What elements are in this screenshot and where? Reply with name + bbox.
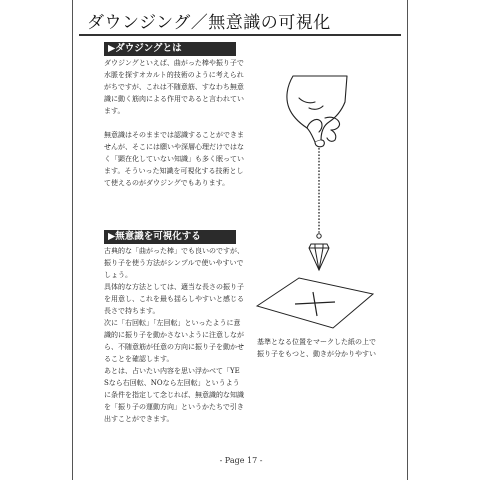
page-title: ダウンジング／無意識の可視化 bbox=[87, 13, 331, 33]
paragraph: 古典的な「曲がった棒」でも良いのですが、振り子を使う方法がシンプルで使いやすいでしょう。 bbox=[104, 247, 244, 279]
paragraph: 次に「右回転」「左回転」といったように意識的に振り子を動かさないように注意しながら、不随意筋が任意の方向に振り子を動かせることを確認します。 bbox=[104, 319, 244, 363]
paragraph: ダウジングといえば、曲がった棒や振り子で水脈を探すオカルト的技術のように考えられがちですが、これは不随意筋、すなわち無意識に動く筋肉による作用であると言われています。 bbox=[104, 59, 244, 115]
marked-paper-icon bbox=[257, 278, 373, 328]
section-header-visualize: ▶無意識を可視化する bbox=[104, 230, 236, 244]
illustration-caption bbox=[257, 336, 397, 360]
section-header-dowsing: ▶ダウジングとは bbox=[104, 42, 236, 56]
paragraph: 具体的な方法としては、適当な長さの振り子を用意し、これを最も揺らしやすいと感じる長さで持ちます。 bbox=[104, 283, 244, 315]
hand-icon bbox=[287, 76, 347, 147]
title-divider bbox=[79, 34, 401, 36]
page-number: - Page 17 - bbox=[219, 456, 263, 465]
pendulum-weight-icon bbox=[309, 234, 329, 270]
paragraph: あとは、占いたい内容を思い浮かべて「YESなら右回転、NOなら左回転」というように条件を指定して念じれば、無意識的な知識を「振り子の運動方向」というかたちで引き出すことができます。 bbox=[104, 367, 244, 423]
section-body-dowsing bbox=[104, 57, 244, 189]
pendulum-illustration bbox=[249, 72, 379, 342]
caption-line: 振り子をもつと、動きが分かりやすい bbox=[257, 350, 376, 358]
document-page bbox=[72, 0, 408, 480]
paragraph: 無意識はそのままでは認識することができませんが、そこには願いや深層心理だけではなく「顕在化していない知識」も多く眠っています。そういった知識を可視化する技術として使えるのがダウジングでもあります。 bbox=[104, 131, 244, 187]
section-body-visualize bbox=[104, 245, 244, 425]
caption-line: 基準となる位置をマークした紙の上で bbox=[257, 338, 376, 346]
